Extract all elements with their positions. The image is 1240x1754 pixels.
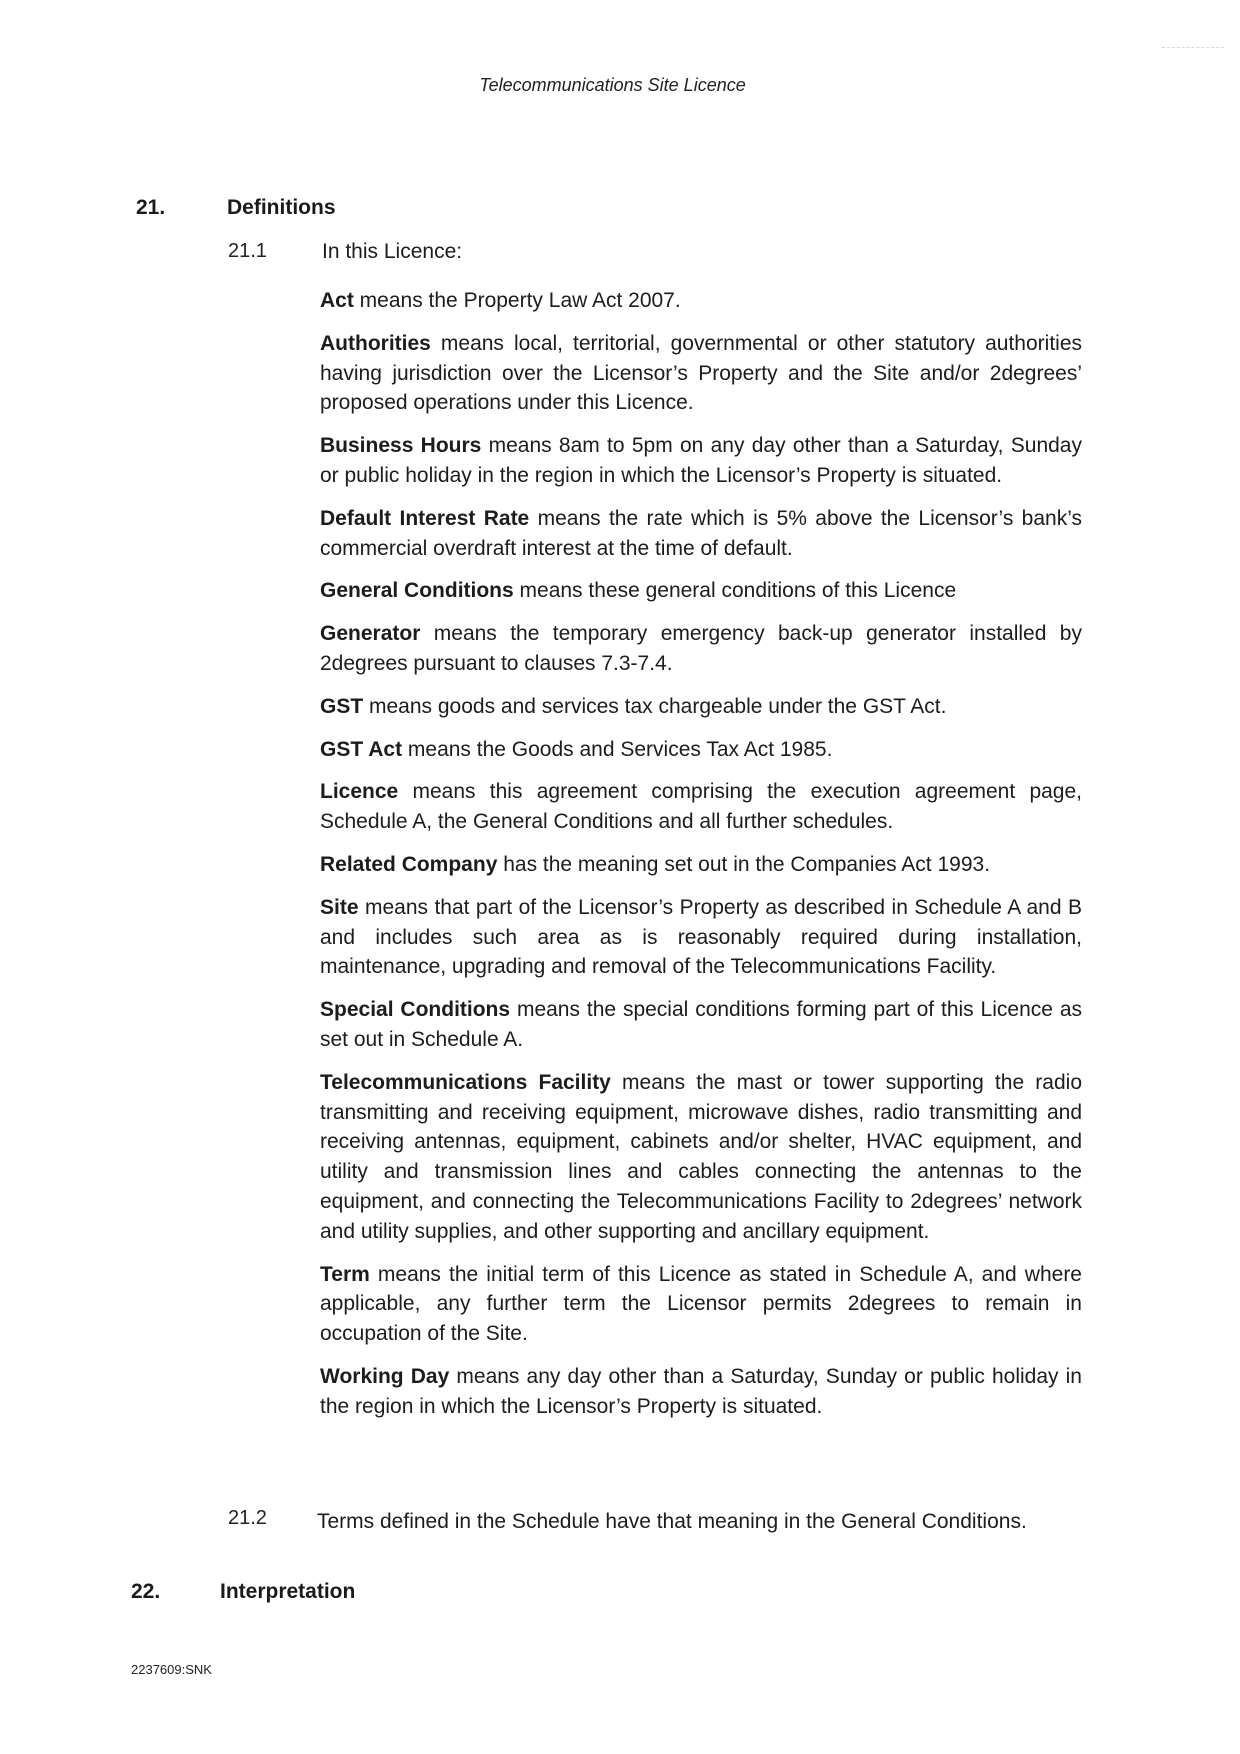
definition-text: means the special conditions forming part of this Licence as set out in Schedule A.	[320, 998, 1082, 1051]
definition-item	[320, 504, 1082, 564]
clause-21-1-intro: In this Licence:	[322, 240, 463, 263]
definition-text: means the temporary emergency back-up generator installed by 2degrees pursuant to clauses 7.3-7.4.	[320, 622, 1082, 675]
page-header: Telecommunications Site Licence	[479, 75, 746, 95]
definition-text: means goods and services tax chargeable under the GST Act.	[363, 694, 947, 718]
definition-term: Generator	[320, 622, 421, 646]
definition-term: Business Hours	[320, 434, 482, 458]
section-22-title: Interpretation	[220, 1580, 356, 1603]
definition-term: Site	[320, 895, 359, 919]
definition-item	[320, 286, 1082, 316]
definition-term: Authorities	[320, 331, 431, 355]
definition-term: Telecommunications Facility	[320, 1070, 611, 1094]
definition-term: Related Company	[320, 852, 498, 876]
definition-term: Default Interest Rate	[320, 506, 530, 530]
definition-item	[320, 692, 1082, 722]
definition-text: means the Goods and Services Tax Act 1985.	[402, 737, 833, 761]
definition-text: means the Property Law Act 2007.	[353, 289, 681, 312]
definition-item	[320, 329, 1082, 418]
definition-text: means the mast or tower supporting the radio transmitting and receiving equipment, microwave dishes, radio transmitting and receiving antennas, equipment, cabinets and/or shelter, HVAC equipment, and utility and transmission lines and cables connecting the antennas to the equipment, and connecting the Telecommunications Facility to 2degrees’ network and utility supplies, and other supporting and ancillary equipment.	[320, 1070, 1082, 1243]
definition-item	[320, 995, 1082, 1055]
definition-term: Licence	[320, 780, 399, 804]
definition-item	[320, 1362, 1082, 1422]
definition-text: means any day other than a Saturday, Sunday or public holiday in the region in which the Licensor’s Property is situated.	[320, 1364, 1082, 1418]
definition-item	[320, 1068, 1082, 1247]
clause-21-1-number: 21.1	[228, 240, 267, 262]
definition-item	[320, 431, 1082, 491]
document-reference: 2237609:SNK	[131, 1662, 212, 1677]
definitions-list	[320, 286, 1082, 1435]
definition-text: means local, territorial, governmental or other statutory authorities having jurisdiction over the Licensor’s Property and the Site and/or 2degrees’ proposed operations under this Licence.	[320, 331, 1082, 415]
definition-item	[320, 735, 1082, 765]
section-22-number: 22.	[131, 1580, 161, 1603]
definition-term: GST	[320, 694, 364, 718]
section-21-title: Definitions	[227, 196, 336, 219]
definition-term: Special Conditions	[320, 998, 511, 1022]
definition-item	[320, 850, 1082, 880]
clause-21-2-text: Terms defined in the Schedule have that meaning in the General Conditions.	[317, 1510, 1027, 1533]
definition-text: means 8am to 5pm on any day other than a Saturday, Sunday or public holiday in the region in which the Licensor’s Property is situated.	[320, 434, 1082, 487]
definition-text: means that part of the Licensor’s Property as described in Schedule A and B and includes such area as is reasonably required during installation, maintenance, upgrading and removal of the Telecommunications Facility.	[320, 895, 1082, 979]
definition-term: GST Act	[320, 737, 403, 761]
definition-item	[320, 777, 1082, 837]
definition-term: General Conditions	[320, 579, 514, 603]
definition-item	[320, 619, 1082, 679]
definition-text: means these general conditions of this Licence	[513, 579, 957, 603]
clause-21-2-number: 21.2	[228, 1507, 267, 1529]
definition-term: Act	[320, 289, 354, 312]
definition-term: Term	[320, 1262, 370, 1286]
definition-text: means the rate which is 5% above the Licensor’s bank’s commercial overdraft interest at the time of default.	[320, 506, 1083, 560]
definition-text: means this agreement comprising the execution agreement page, Schedule A, the General Conditions and all further schedules.	[320, 780, 1082, 834]
definition-text: has the meaning set out in the Companies Act 1993.	[497, 852, 991, 876]
definition-item	[320, 1260, 1082, 1349]
definition-item	[320, 576, 1082, 606]
definition-text: means the initial term of this Licence as stated in Schedule A, and where applicable, any further term the Licensor permits 2degrees to remain in occupation of the Site.	[320, 1262, 1082, 1346]
section-21-number: 21.	[136, 196, 166, 219]
definition-item	[320, 893, 1082, 982]
scan-artifact	[1162, 47, 1224, 48]
definition-term: Working Day	[320, 1364, 450, 1388]
